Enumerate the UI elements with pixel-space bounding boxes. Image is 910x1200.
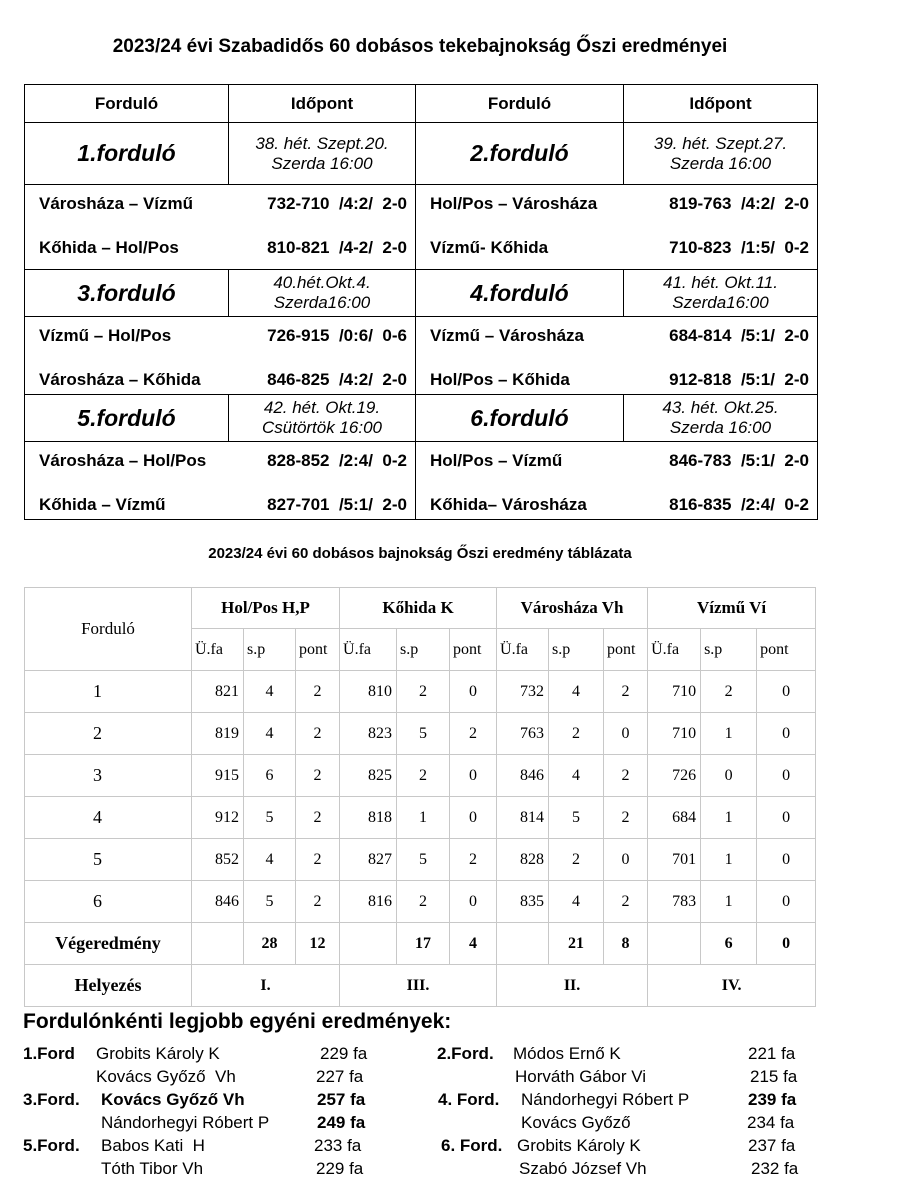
round-number: 4 [25,797,192,839]
result-cell: 4 [244,839,296,881]
result-cell: 814 [497,797,549,839]
result-cell: 0 [450,881,497,923]
result-cell: 823 [340,713,397,755]
result-cell: 5 [549,797,604,839]
matches-cell [25,442,416,520]
result-cell: 2 [397,755,450,797]
best-results-title: Fordulónkénti legjobb egyéni eredmények: [23,1010,452,1033]
matches-row [25,317,818,395]
result-cell: 1 [701,881,757,923]
best-player-score: 227 fa [316,1067,364,1086]
result-cell: 5 [397,839,450,881]
final-points: 8 [604,923,648,965]
result-cell: 2 [296,713,340,755]
sub-header: pont [757,629,816,671]
results-table [24,587,816,1007]
result-cell: 2 [604,881,648,923]
best-player-score: 237 fa [748,1136,796,1155]
result-cell: 5 [244,797,296,839]
final-empty [648,923,701,965]
round-time-line: Szerda16:00 [672,293,769,312]
table-row [25,671,816,713]
matches-cell [416,185,818,270]
sub-header: Ü.fa [497,629,549,671]
result-cell: 915 [192,755,244,797]
result-cell: 0 [757,713,816,755]
match-teams: Vízmű – Városháza [430,326,585,345]
team-header: Kőhida K [340,588,497,629]
result-cell: 4 [549,755,604,797]
round-name: 6.forduló [416,395,624,442]
final-points: 0 [757,923,816,965]
round-time [229,270,416,317]
best-player-score: 229 fa [316,1159,364,1178]
schedule-header-row [25,85,818,123]
final-empty [340,923,397,965]
best-round-label: 6. Ford. [441,1136,503,1155]
result-cell: 0 [604,713,648,755]
round-time [229,123,416,185]
sub-header: s.p [549,629,604,671]
result-cell: 0 [757,755,816,797]
result-cell: 835 [497,881,549,923]
result-cell: 4 [549,881,604,923]
final-empty [497,923,549,965]
best-player-name: Nándorhegyi Róbert P [101,1113,270,1132]
match-result: 828-852 /2:4/ 0-2 [267,451,407,470]
best-player-name: Módos Ernő K [513,1044,621,1063]
round-header-row [25,270,818,317]
round-number: 3 [25,755,192,797]
best-player-name: Grobits Károly K [96,1044,220,1063]
result-cell: 0 [757,881,816,923]
final-empty [192,923,244,965]
round-name: 1.forduló [25,123,229,185]
best-player-score: 239 fa [748,1090,797,1109]
team-header: Hol/Pos H,P [192,588,340,629]
result-cell: 1 [701,839,757,881]
results-team-header-row [25,588,816,629]
result-cell: 2 [296,881,340,923]
result-cell: 828 [497,839,549,881]
table-row [25,839,816,881]
best-player-score: 257 fa [317,1090,366,1109]
sub-header: pont [604,629,648,671]
round-number: 6 [25,881,192,923]
round-name: 2.forduló [416,123,624,185]
result-cell: 818 [340,797,397,839]
result-cell: 846 [192,881,244,923]
best-player-score: 232 fa [751,1159,799,1178]
result-cell: 0 [604,839,648,881]
match-result: 846-825 /4:2/ 2-0 [267,370,407,389]
best-player-name: Nándorhegyi Róbert P [521,1090,690,1109]
result-cell: 2 [450,713,497,755]
match-teams: Vízmű- Kőhida [430,238,549,257]
table-row [25,881,816,923]
final-label: Végeredmény [25,923,192,965]
match-result: 710-823 /1:5/ 0-2 [669,238,809,257]
round-time-line: Szerda 16:00 [669,153,772,173]
round-name: 4.forduló [416,270,624,317]
best-player-name: Babos Kati H [101,1136,205,1155]
best-round-label: 2.Ford. [437,1044,494,1063]
table-row [25,713,816,755]
result-cell: 2 [604,797,648,839]
result-cell: 852 [192,839,244,881]
result-cell: 4 [244,713,296,755]
match-teams: Kőhida – Vízmű [39,495,166,514]
result-cell: 2 [549,713,604,755]
placement-value: IV. [648,965,816,1007]
schedule-header-cell: Forduló [25,85,229,123]
best-player-name: Horváth Gábor Vi [515,1067,647,1086]
final-sp: 17 [397,923,450,965]
result-cell: 2 [604,755,648,797]
round-time-line: Szerda 16:00 [669,418,772,437]
round-time-line: Csütörtök 16:00 [261,418,382,437]
result-cell: 0 [450,671,497,713]
match-result: 827-701 /5:1/ 2-0 [267,495,407,514]
result-cell: 0 [450,755,497,797]
match-teams: Hol/Pos – Vízmű [430,451,563,470]
final-sp: 6 [701,923,757,965]
result-cell: 763 [497,713,549,755]
matches-row [25,442,818,520]
result-cell: 0 [757,797,816,839]
match-result: 912-818 /5:1/ 2-0 [669,370,809,389]
result-cell: 2 [604,671,648,713]
result-cell: 5 [244,881,296,923]
result-cell: 2 [296,671,340,713]
result-cell: 1 [397,797,450,839]
result-cell: 2 [701,671,757,713]
result-cell: 2 [296,755,340,797]
result-cell: 821 [192,671,244,713]
round-header-row [25,395,818,442]
best-round-label: 5.Ford. [23,1136,80,1155]
match-teams: Városháza – Hol/Pos [39,451,207,470]
result-cell: 2 [397,671,450,713]
placement-value: II. [497,965,648,1007]
placement-value: III. [340,965,497,1007]
round-name: 5.forduló [25,395,229,442]
result-cell: 701 [648,839,701,881]
round-time [229,395,416,442]
result-cell: 827 [340,839,397,881]
round-time [624,270,818,317]
match-result: 816-835 /2:4/ 0-2 [669,495,809,514]
round-time-line: 42. hét. Okt.19. [263,398,381,417]
result-cell: 6 [244,755,296,797]
round-name: 3.forduló [25,270,229,317]
team-header: Vízmű Ví [648,588,816,629]
best-player-name: Szabó József Vh [519,1159,647,1178]
table-row [25,755,816,797]
result-cell: 726 [648,755,701,797]
result-cell: 810 [340,671,397,713]
result-cell: 2 [450,839,497,881]
best-player-score: 229 fa [320,1044,368,1063]
matches-cell [416,442,818,520]
best-player-name: Kovács Győző Vh [101,1090,245,1109]
best-player-score: 249 fa [317,1113,366,1132]
best-player-name: Grobits Károly K [517,1136,641,1155]
match-teams: Hol/Pos – Kőhida [430,370,570,389]
round-time-line: 43. hét. Okt.25. [662,398,779,417]
match-teams: Vízmű – Hol/Pos [39,326,172,345]
match-result: 810-821 /4-2/ 2-0 [267,238,407,257]
result-cell: 5 [397,713,450,755]
result-cell: 1 [701,713,757,755]
match-result: 732-710 /4:2/ 2-0 [267,194,407,213]
final-row [25,923,816,965]
round-header-row [25,123,818,185]
matches-cell [25,317,416,395]
round-time [624,395,818,442]
result-cell: 2 [296,797,340,839]
match-result: 846-783 /5:1/ 2-0 [669,451,809,470]
table-row [25,797,816,839]
round-time-line: Szerda16:00 [273,293,371,312]
result-cell: 1 [701,797,757,839]
sub-header: s.p [244,629,296,671]
result-cell: 0 [701,755,757,797]
result-cell: 2 [397,881,450,923]
result-cell: 819 [192,713,244,755]
page-title: 2023/24 évi Szabadidős 60 dobásos tekebajnokság Őszi eredményei [112,36,728,57]
result-cell: 783 [648,881,701,923]
schedule-table [24,84,818,520]
matches-cell [416,317,818,395]
match-teams: Kőhida – Hol/Pos [39,238,179,257]
match-teams: Városháza – Kőhida [39,370,201,389]
result-cell: 732 [497,671,549,713]
matches-row [25,185,818,270]
schedule-header-cell: Időpont [229,85,416,123]
result-cell: 684 [648,797,701,839]
result-cell: 710 [648,671,701,713]
round-column-header: Forduló [25,588,192,671]
best-round-label: 3.Ford. [23,1090,80,1109]
sub-header: Ü.fa [192,629,244,671]
result-cell: 2 [549,839,604,881]
best-round-label: 4. Ford. [438,1090,500,1109]
team-header: Városháza Vh [497,588,648,629]
result-cell: 0 [757,671,816,713]
best-player-score: 234 fa [747,1113,795,1132]
best-player-score: 215 fa [750,1067,798,1086]
match-result: 726-915 /0:6/ 0-6 [267,326,407,345]
round-time-line: 41. hét. Okt.11. [663,273,778,292]
sub-header: s.p [701,629,757,671]
final-sp: 21 [549,923,604,965]
match-result: 684-814 /5:1/ 2-0 [669,326,809,345]
results-table-title: 2023/24 évi 60 dobásos bajnokság Őszi eredmény táblázata [208,545,632,562]
final-sp: 28 [244,923,296,965]
result-cell: 0 [450,797,497,839]
result-cell: 912 [192,797,244,839]
schedule-header-cell: Forduló [416,85,624,123]
result-cell: 4 [244,671,296,713]
match-teams: Kőhida– Városháza [430,495,587,514]
best-player-name: Kovács Győző Vh [96,1067,236,1086]
sub-header: s.p [397,629,450,671]
round-time-line: 39. hét. Szept.27. [653,133,788,153]
round-time-line: 38. hét. Szept.20. [255,133,389,153]
round-time [624,123,818,185]
match-result: 819-763 /4:2/ 2-0 [669,194,809,213]
round-number: 5 [25,839,192,881]
match-teams: Városháza – Vízmű [39,194,194,213]
sub-header: pont [450,629,497,671]
match-teams: Hol/Pos – Városháza [430,194,598,213]
result-cell: 825 [340,755,397,797]
best-player-score: 233 fa [314,1136,362,1155]
best-player-name: Tóth Tibor Vh [101,1159,204,1178]
sub-header: Ü.fa [648,629,701,671]
final-points: 4 [450,923,497,965]
placement-label: Helyezés [25,965,192,1007]
best-round-label: 1.Ford [23,1044,75,1063]
result-cell: 710 [648,713,701,755]
sub-header: pont [296,629,340,671]
sub-header: Ü.fa [340,629,397,671]
best-player-name: Kovács Győző [521,1113,631,1132]
result-cell: 846 [497,755,549,797]
schedule-header-cell: Időpont [624,85,818,123]
placement-value: I. [192,965,340,1007]
round-number: 2 [25,713,192,755]
result-cell: 4 [549,671,604,713]
result-cell: 816 [340,881,397,923]
round-time-line: 40.hét.Okt.4. [273,273,371,292]
final-points: 12 [296,923,340,965]
matches-cell [25,185,416,270]
round-number: 1 [25,671,192,713]
result-cell: 2 [296,839,340,881]
placement-row [25,965,816,1007]
result-cell: 0 [757,839,816,881]
round-time-line: Szerda 16:00 [271,153,373,173]
best-player-score: 221 fa [748,1044,796,1063]
